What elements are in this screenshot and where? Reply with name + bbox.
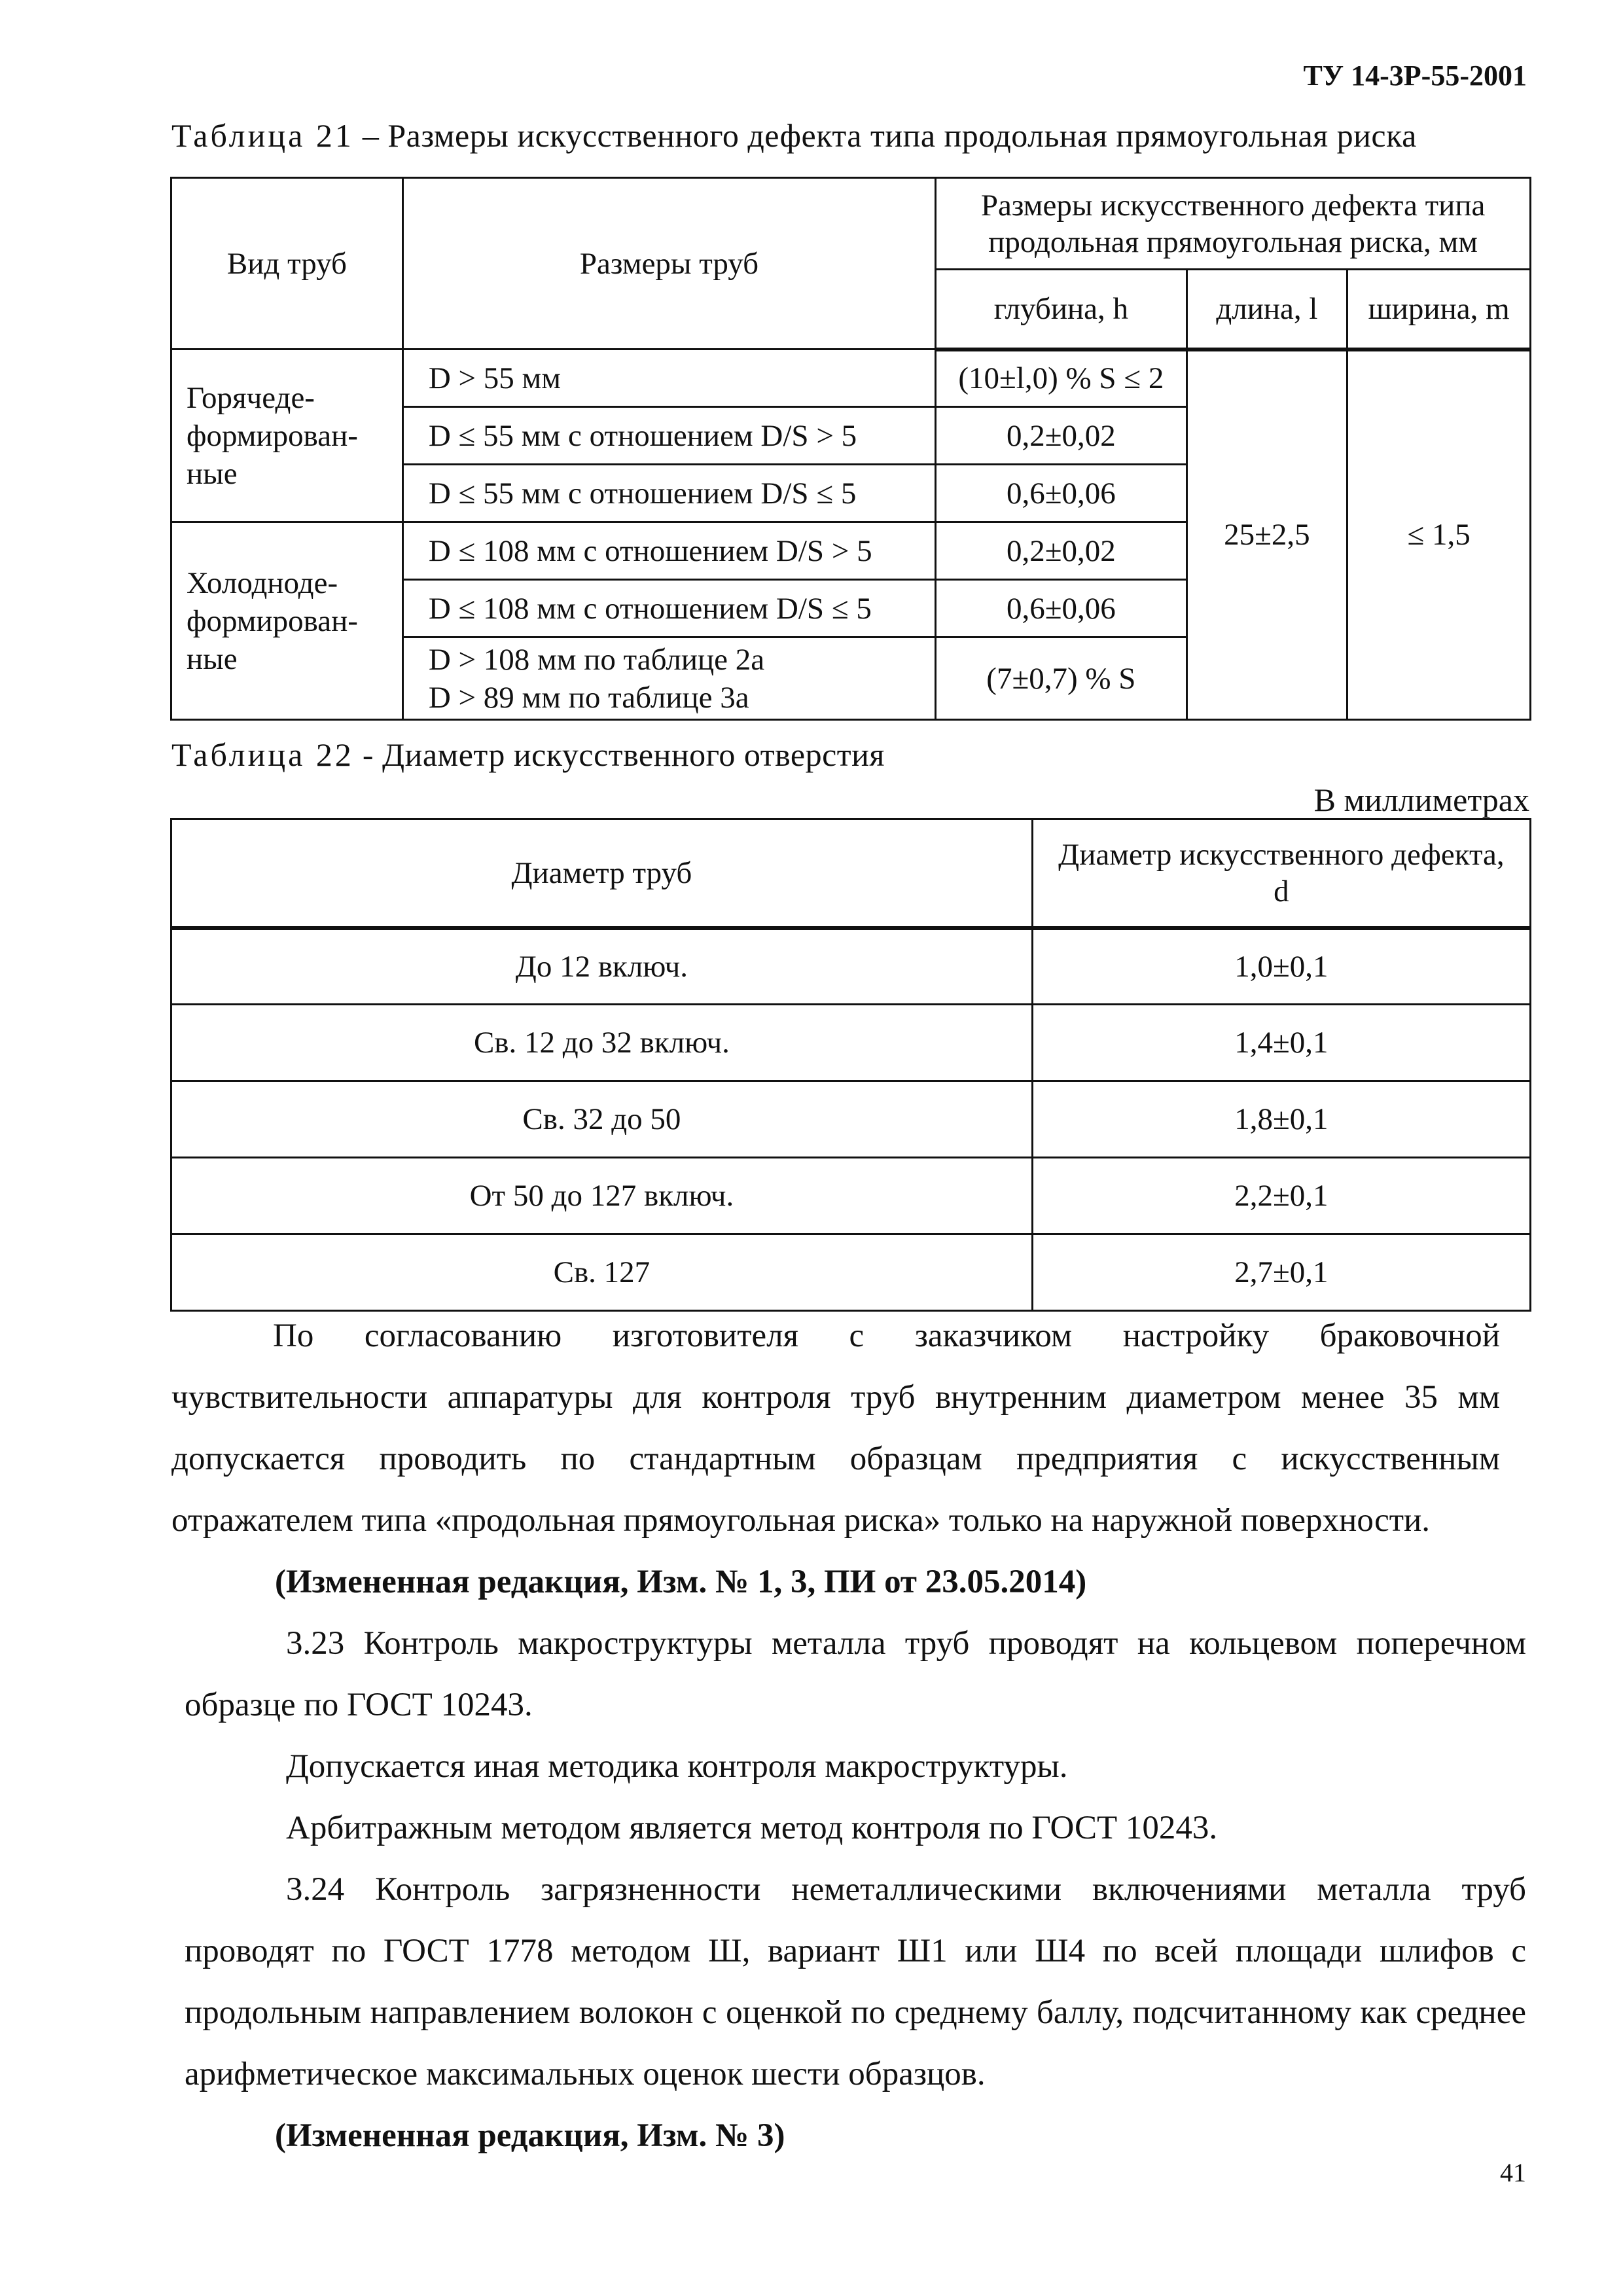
table-21-number: Таблица 21 — [171, 117, 354, 154]
table-22 — [170, 818, 1531, 1312]
width-value: ≤ 1,5 — [1347, 350, 1531, 720]
defect-diameter: 2,7±0,1 — [1032, 1234, 1530, 1311]
depth-cell: 0,6±0,06 — [936, 580, 1186, 637]
paragraph-3-23: 3.23 Контроль макроструктуры металла труб проводят на кольцевом поперечном образце по ГОСТ 10243. — [185, 1625, 1526, 1723]
pipe-size-cell: D ≤ 108 мм с отношением D/S > 5 — [402, 522, 935, 580]
table-row — [171, 350, 1531, 407]
header-defect-dimensions: Размеры искусственного дефекта типа продольная прямоугольная риска, мм — [936, 178, 1531, 270]
amendment-note-2: (Измененная редакция, Изм. № 3) — [275, 2117, 785, 2154]
header-pipe-type: Вид труб — [171, 178, 403, 350]
table-row — [171, 1234, 1531, 1311]
header-width: ширина, m — [1347, 270, 1531, 350]
header-pipe-size: Размеры труб — [402, 178, 935, 350]
table-row — [171, 1158, 1531, 1234]
page-number: 41 — [1500, 2158, 1526, 2187]
defect-diameter: 1,0±0,1 — [1032, 928, 1530, 1005]
paragraph-calibration: По согласованию изготовителя с заказчиком настройку браковочной чувствительности аппаратуры для контроля труб внутренним диаметром менее 35 мм допускается проводить по стандартным образцам предприятия с искусственным отражателем типа «продольная прямоугольная риска» только на наружной поверхности. — [171, 1318, 1500, 1539]
table-row — [171, 1005, 1531, 1081]
paragraph-3-24: 3.24 Контроль загрязненности неметаллическими включениями металла труб проводят по ГОСТ 1778 методом Ш, вариант Ш1 или Ш4 по всей площади шлифов с продольным направлением волокон с оценкой по среднему баллу, подсчитанному как среднее арифметическое максимальных оценок шести образцов. — [185, 1871, 1526, 2092]
depth-cell: (10±l,0) % S ≤ 2 — [936, 350, 1186, 407]
table-21-title: – Размеры искусственного дефекта типа продольная прямоугольная риска — [362, 117, 1417, 154]
pipe-size-line: D > 89 мм по таблице 3а — [428, 680, 749, 715]
pipe-type-cold: Холодноде-формирован-ные — [171, 522, 403, 720]
pipe-size-line: D > 108 мм по таблице 2а — [428, 642, 765, 677]
table-row — [171, 1081, 1531, 1158]
header-defect-diameter-line: Диаметр искусственного дефекта, — [1058, 837, 1505, 872]
pipe-size-cell: D > 55 мм — [402, 350, 935, 407]
table-22-number: Таблица 22 — [171, 736, 354, 773]
pipe-size-cell: D ≤ 108 мм с отношением D/S ≤ 5 — [402, 580, 935, 637]
depth-cell: (7±0,7) % S — [936, 637, 1186, 720]
header-pipe-diameter: Диаметр труб — [171, 819, 1033, 928]
depth-cell: 0,2±0,02 — [936, 407, 1186, 465]
units-note: В миллиметрах — [1313, 781, 1529, 818]
table-22-title: - Диаметр искусственного отверстия — [362, 736, 885, 773]
diameter-range: От 50 до 127 включ. — [171, 1158, 1033, 1234]
header-depth: глубина, h — [936, 270, 1186, 350]
table-21-caption — [171, 117, 1417, 154]
pipe-size-cell — [402, 637, 935, 720]
table-22-caption — [171, 736, 885, 774]
header-defect-diameter — [1032, 819, 1530, 928]
diameter-range: Св. 127 — [171, 1234, 1033, 1311]
defect-diameter: 1,8±0,1 — [1032, 1081, 1530, 1158]
paragraph-alt-method: Допускается иная методика контроля макроструктуры. — [286, 1748, 1068, 1785]
diameter-range: До 12 включ. — [171, 928, 1033, 1005]
document-code: ТУ 14-3Р-55-2001 — [1303, 60, 1527, 92]
defect-diameter: 1,4±0,1 — [1032, 1005, 1530, 1081]
pipe-type-hot: Горячеде-формирован-ные — [171, 350, 403, 522]
length-value: 25±2,5 — [1186, 350, 1347, 720]
depth-cell: 0,6±0,06 — [936, 465, 1186, 522]
pipe-size-cell: D ≤ 55 мм с отношением D/S ≤ 5 — [402, 465, 935, 522]
pipe-size-cell: D ≤ 55 мм с отношением D/S > 5 — [402, 407, 935, 465]
defect-diameter: 2,2±0,1 — [1032, 1158, 1530, 1234]
header-defect-diameter-symbol: d — [1274, 874, 1289, 908]
diameter-range: Св. 32 до 50 — [171, 1081, 1033, 1158]
paragraph-arbitration: Арбитражным методом является метод контроля по ГОСТ 10243. — [286, 1810, 1218, 1846]
table-21 — [170, 177, 1531, 721]
table-row — [171, 928, 1531, 1005]
header-length: длина, l — [1186, 270, 1347, 350]
amendment-note-1: (Измененная редакция, Изм. № 1, 3, ПИ от 23.05.2014) — [275, 1564, 1087, 1600]
depth-cell: 0,2±0,02 — [936, 522, 1186, 580]
diameter-range: Св. 12 до 32 включ. — [171, 1005, 1033, 1081]
